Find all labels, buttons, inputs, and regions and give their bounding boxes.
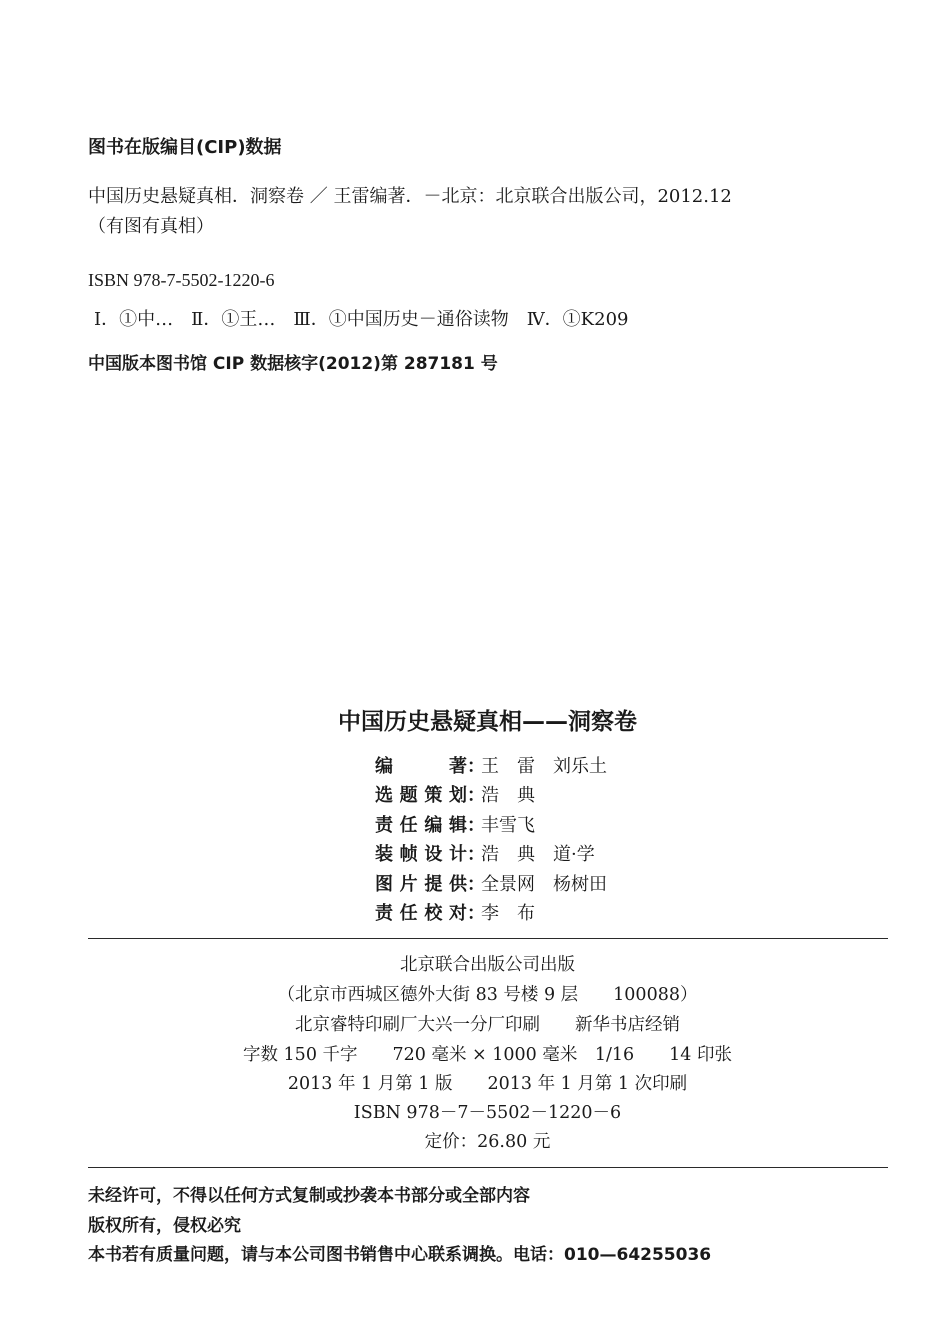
footer-contact: 本书若有质量问题，请与本公司图书销售中心联系调换。电话：010—64255036 <box>88 1245 712 1265</box>
pub-price: 定价：26.80 元 <box>424 1132 551 1152</box>
pub-publisher: 北京联合出版公司出版 <box>400 955 575 975</box>
cip-classification: Ⅰ．①中… Ⅱ．①王… Ⅲ．①中国历史－通俗读物 Ⅳ．①K209 <box>94 309 629 330</box>
divider-bottom <box>88 1167 888 1168</box>
footer-rights: 版权所有，侵权必究 <box>88 1216 241 1236</box>
book-title: 中国历史悬疑真相——洞察卷 <box>338 709 637 735</box>
credit-row-design <box>375 839 607 869</box>
pub-specs: 字数 150 千字 720 毫米 × 1000 毫米 1/16 14 印张 <box>242 1045 732 1065</box>
credit-label: 选题策划 <box>375 785 467 807</box>
credit-row-planning <box>375 780 607 810</box>
credit-colon: ： <box>467 873 485 895</box>
pub-printer: 北京睿特印刷厂大兴一分厂印刷 新华书店经销 <box>295 1015 680 1035</box>
cip-check-number: 中国版本图书馆 CIP 数据核字(2012)第 287181 号 <box>88 354 498 374</box>
credit-colon: ： <box>467 903 485 925</box>
credit-colon: ： <box>467 755 485 777</box>
credit-label: 责任编辑 <box>375 814 467 836</box>
credit-colon: ： <box>467 785 485 807</box>
credit-value: 丰雪飞 <box>481 814 535 836</box>
credit-label: 装帧设计 <box>375 844 467 866</box>
credits-list <box>375 750 607 927</box>
credit-value: 浩 典 <box>481 785 535 807</box>
credit-row-editor <box>375 809 607 839</box>
credit-row-images <box>375 868 607 898</box>
credit-colon: ： <box>467 814 485 836</box>
cip-series-line: （有图有真相） <box>88 216 214 237</box>
pub-edition: 2013 年 1 月第 1 版 2013 年 1 月第 1 次印刷 <box>287 1074 688 1094</box>
credit-row-author <box>375 750 607 780</box>
credit-value: 王 雷 刘乐土 <box>481 755 607 777</box>
footer-copy-notice: 未经许可，不得以任何方式复制或抄袭本书部分或全部内容 <box>88 1186 530 1206</box>
credit-value: 李 布 <box>481 903 535 925</box>
cip-bibliographic-line: 中国历史悬疑真相．洞察卷 ／ 王雷编著．－北京：北京联合出版公司，2012.12 <box>88 186 732 207</box>
credit-label: 责任校对 <box>375 903 467 925</box>
credit-label: 图片提供 <box>375 873 467 895</box>
pub-address: （北京市西城区德外大街 83 号楼 9 层 100088） <box>277 985 698 1005</box>
divider-top <box>88 938 888 939</box>
credit-row-proofreader <box>375 898 607 928</box>
credit-label: 编著 <box>375 755 467 777</box>
pub-isbn: ISBN 978－7－5502－1220－6 <box>353 1103 622 1123</box>
credit-colon: ： <box>467 844 485 866</box>
cip-heading: 图书在版编目(CIP)数据 <box>88 137 282 158</box>
credit-value: 浩 典 道·学 <box>481 844 595 866</box>
credit-value: 全景网 杨树田 <box>481 873 607 895</box>
cip-isbn: ISBN 978-7-5502-1220-6 <box>88 270 275 290</box>
